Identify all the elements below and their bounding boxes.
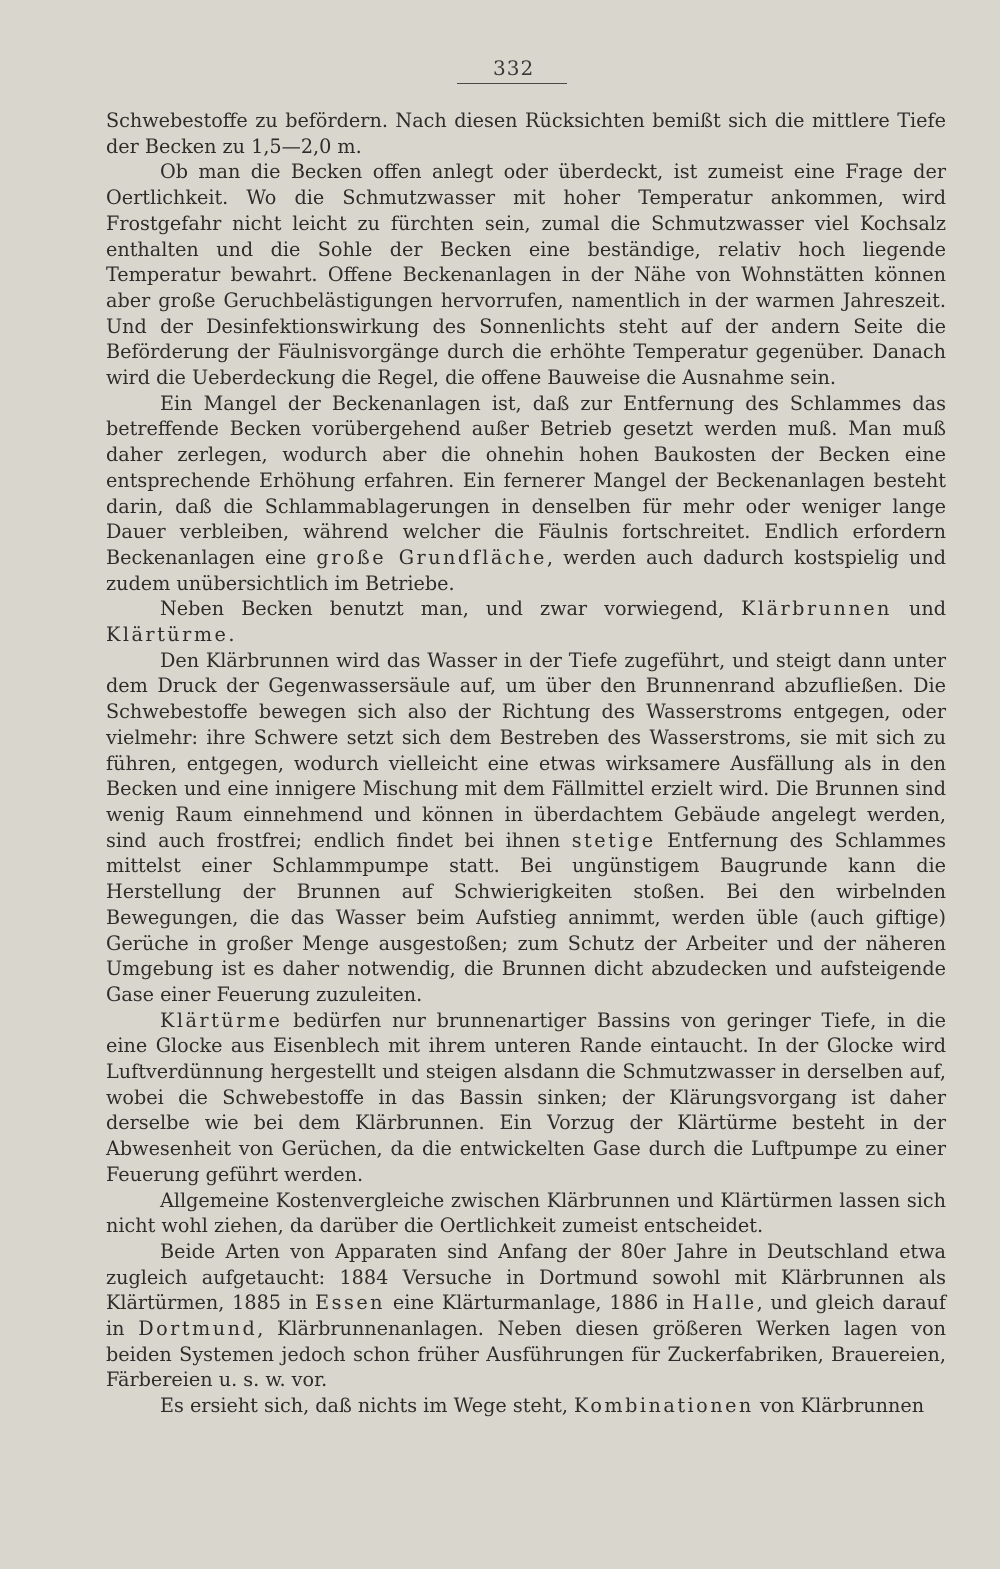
- text-segment: , werden auch dadurch kostspielig und zudem unübersichtlich im Betriebe.: [106, 545, 947, 595]
- spaced-emphasis: Klärtürme: [106, 623, 229, 647]
- text-segment: .: [228, 623, 235, 647]
- paragraph-3: [106, 391, 946, 597]
- paragraph-2: [106, 159, 946, 390]
- text-segment: Entfernung des Schlammes mittelst einer Schlammpumpe statt. Bei ungünstigem Baugrunde kann die Herstellung der Brunnen auf Schwierigkeiten stoßen. Bei den wirbelnden Bewegungen, die das Wasser beim Aufstieg annimmt, werden üble (auch giftige) Gerüche in großer Menge ausgestoßen; zum Schutz der Arbeiter und der näheren Umgebung ist es daher notwendig, die Brunnen dicht abzudecken und aufsteigende Gase einer Feuerung zuzuleiten.: [106, 828, 946, 1006]
- text-segment: Den Klärbrunnen wird das Wasser in der Tiefe zugeführt, und steigt dann unter dem Druck der Gegenwassersäule auf, um über den Brunnenrand abzufließen. Die Schwebestoffe bewegen sich also der Richtung des Wasserstroms entgegen, oder vielmehr: ihre Schwere setzt sich dem Bestreben des Wasserstroms, sie mit sich zu führen, entgegen, wodurch vielleicht eine etwas wirksamere Ausfällung als in den Becken und eine innigere Mischung mit dem Fällmittel erzielt wird. Die Brunnen sind wenig Raum einnehmend und können in überdachtem Gebäude angelegt werden, sind auch frostfrei; endlich findet bei ihnen: [106, 648, 946, 852]
- body-text: [106, 108, 946, 1419]
- paragraph-9: [106, 1393, 946, 1419]
- text-segment: Neben Becken benutzt man, und zwar vorwiegend,: [160, 597, 742, 621]
- paragraph-4: [106, 596, 946, 647]
- paragraph-8: [106, 1239, 946, 1393]
- text-segment: , und gleich darauf in: [106, 1291, 947, 1341]
- page-number-rule: [457, 83, 567, 84]
- spaced-emphasis: Kombinationen: [574, 1394, 754, 1418]
- text-segment: und: [891, 597, 946, 621]
- spaced-emphasis: Klärbrunnen: [741, 597, 892, 621]
- spaced-emphasis: stetige: [571, 828, 656, 852]
- text-segment: Allgemeine Kostenvergleiche zwischen Klärbrunnen und Klärtürmen lassen sich nicht wohl ziehen, da darüber die Oertlichkeit zumeist entscheidet.: [106, 1188, 946, 1238]
- text-segment: bedürfen nur brunnenartiger Bassins von geringer Tiefe, in die eine Glocke aus Eisenblech mit ihrem unteren Rande eintaucht. In der Glocke wird Luftverdünnung hergestellt und steigen alsdann die Schmutzwasser in derselben auf, wobei die Schwebestoffe in das Bassin sinken; der Klärungsvorgang ist daher derselbe wie bei dem Klärbrunnen. Ein Vorzug der Klärtürme besteht in der Abwesenheit von Gerüchen, da die entwickelten Gase durch die Luftpumpe zu einer Feuerung geführt werden.: [106, 1008, 946, 1186]
- spaced-emphasis: große Grundfläche: [316, 545, 547, 569]
- text-segment: eine Klärturmanlage, 1886 in: [385, 1291, 693, 1315]
- spaced-emphasis: Dortmund: [138, 1317, 258, 1341]
- text-segment: Ob man die Becken offen anlegt oder überdeckt, ist zumeist eine Frage der Oertlichkeit. Wo die Schmutzwasser mit hoher Temperatur ankommen, wird Frostgefahr nicht leicht zu fürchten sein, zumal die Schmutzwasser viel Kochsalz enthalten und die Sohle der Becken eine beständige, relativ hoch liegende Temperatur bewahrt. Offene Beckenanlagen in der Nähe von Wohnstätten können aber große Geruchbelästigungen hervorrufen, namentlich in der warmen Jahreszeit. Und der Desinfektionswirkung des Sonnenlichts steht auf der andern Seite die Beförderung der Fäulnisvorgänge durch die erhöhte Temperatur gegenüber. Danach wird die Ueberdeckung die Regel, die offene Bauweise die Ausnahme sein.: [106, 160, 946, 390]
- text-segment: von Klärbrunnen: [753, 1394, 925, 1418]
- text-segment: Schwebestoffe zu befördern. Nach diesen Rücksichten bemißt sich die mittlere Tiefe der Becken zu 1,5—2,0 m.: [106, 109, 946, 158]
- text-segment: Es ersieht sich, daß nichts im Wege steht,: [160, 1394, 575, 1418]
- text-segment: , Klärbrunnenanlagen. Neben diesen größeren Werken lagen von beiden Systemen jedoch schon früher Ausführungen für Zuckerfabriken, Brauereien, Färbereien u. s. w. vor.: [106, 1317, 947, 1392]
- spaced-emphasis: Essen: [315, 1291, 386, 1315]
- paragraph-5: [106, 648, 946, 1008]
- text-segment: Beide Arten von Apparaten sind Anfang der 80er Jahre in Deutschland etwa zugleich aufgetaucht: 1884 Versuche in Dortmund sowohl mit Klärbrunnen als Klärtürmen, 1885 in: [106, 1239, 946, 1315]
- spaced-emphasis: Halle: [692, 1291, 757, 1315]
- text-segment: Ein Mangel der Beckenanlagen ist, daß zur Entfernung des Schlammes das betreffende Becken vorübergehend außer Betrieb gesetzt werden muß. Man muß daher zerlegen, wodurch aber die ohnehin hohen Baukosten der Becken eine entsprechende Erhöhung erfahren. Ein fernerer Mangel der Beckenanlagen besteht darin, daß die Schlammablagerungen in denselben für mehr oder weniger lange Dauer verbleiben, während welcher die Fäulnis fortschreitet. Endlich erfordern Beckenanlagen eine: [106, 391, 946, 569]
- paragraph-7: [106, 1188, 946, 1239]
- page-number: 332: [493, 56, 535, 80]
- paragraph-1: [106, 108, 946, 159]
- spaced-emphasis: Klärtürme: [160, 1008, 283, 1032]
- paragraph-6: [106, 1008, 946, 1188]
